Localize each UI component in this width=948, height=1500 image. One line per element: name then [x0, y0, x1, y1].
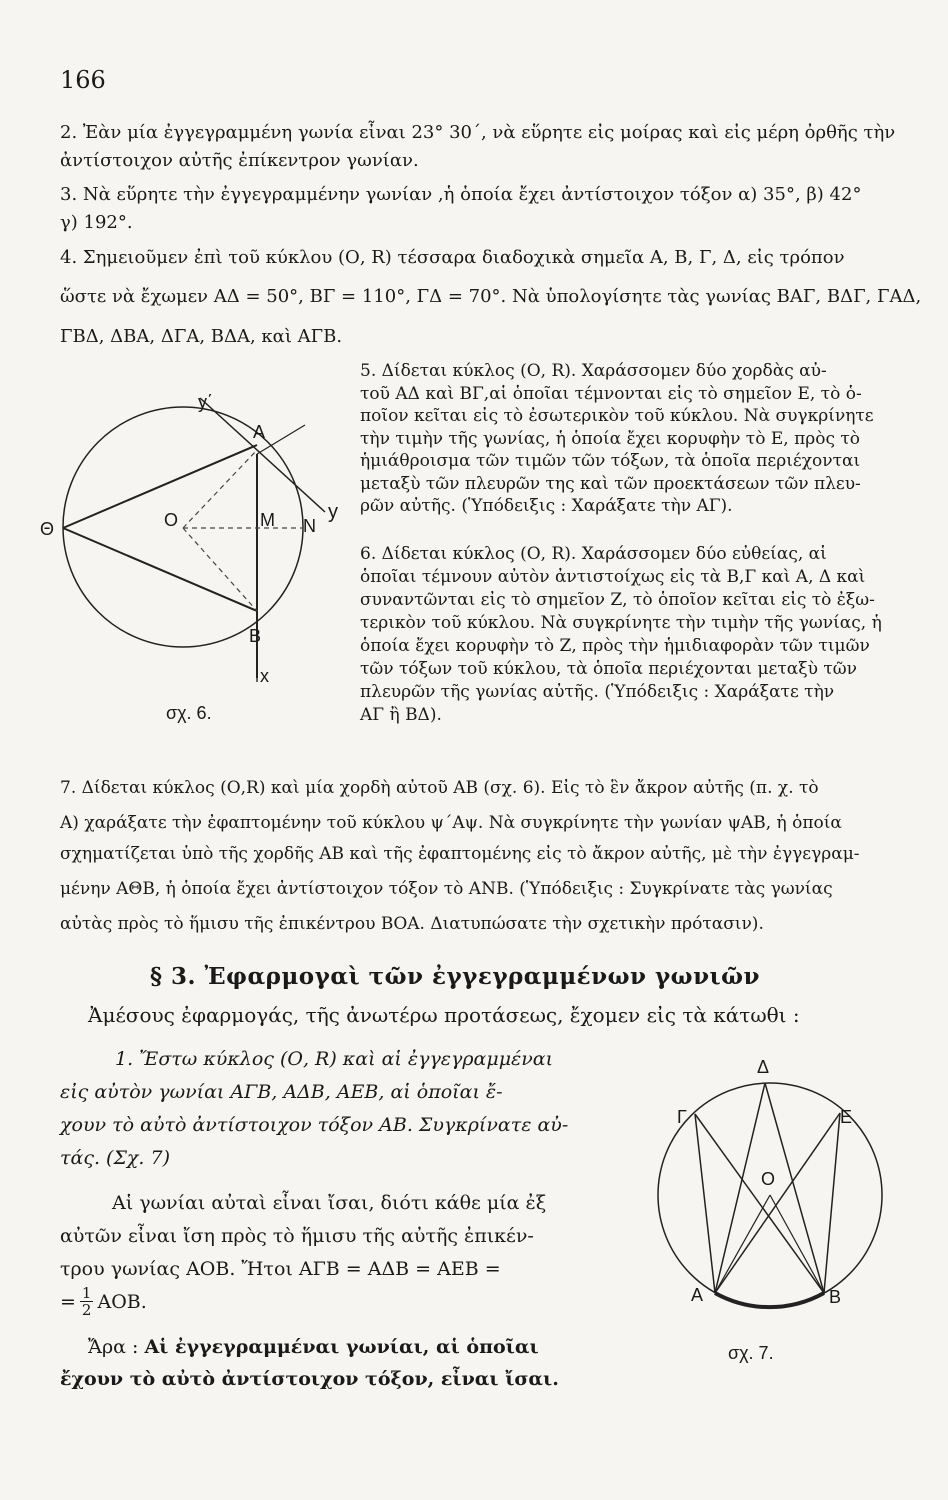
problem-7-line-1: 7. Δίδεται κύκλος (Ο,R) καὶ μία χορδὴ αὐτοῦ ΑΒ (σχ. 6). Εἰς τὸ ἓν ἄκρον αὐτῆς (π. χ. τὸ — [60, 778, 819, 798]
formula-denominator: 2 — [81, 1301, 92, 1319]
problem-5-line-4: τὴν τιμὴν τῆς γωνίας, ἡ ὁποία ἔχει κορυφὴν τὸ Ε, πρὸς τὸ — [360, 428, 861, 449]
fig7-label-e: Ε — [840, 1107, 853, 1127]
fig7-line-eb — [824, 1113, 840, 1293]
fig6-tangent-yy — [200, 398, 325, 512]
fig6-label-yprime: y΄ — [198, 392, 213, 412]
problem-4-line-2: ὥστε νὰ ἔχωμεν ΑΔ = 50°, ΒΓ = 110°, ΓΔ = 70°. Νὰ ὑπολογίσητε τὰς γωνίας ΒΑΓ, ΒΔΓ, ΓΑΔ, — [60, 286, 922, 307]
item-1-line-4: τάς. (Σχ. 7) — [60, 1147, 171, 1169]
problem-6-line-1: 6. Δίδεται κύκλος (Ο, R). Χαράσσομεν δύο εὐθείας, αἱ — [360, 544, 827, 564]
figure-7 — [655, 1055, 885, 1335]
section-3-heading: § 3. Ἐφαρμογαὶ τῶν ἐγγεγραμμένων γωνιῶν — [150, 963, 761, 990]
figure-6-caption: σχ. 6. — [166, 703, 212, 723]
fig7-label-a: Α — [691, 1285, 704, 1305]
problem-5-line-3: ποῖον κεῖται εἰς τὸ ἐσωτερικὸν τοῦ κύκλου. Νὰ συγκρίνητε — [360, 406, 874, 426]
fig7-line-gb — [695, 1114, 824, 1293]
problem-6 — [360, 543, 905, 727]
fig6-label-theta: Θ — [40, 519, 55, 539]
fig7-label-o: Ο — [761, 1169, 776, 1189]
fig6-label-x: x — [260, 666, 269, 686]
problem-6-line-6: τῶν τόξων τοῦ κύκλου, τὰ ὁποῖα περιέχονται μεταξὺ τῶν — [360, 659, 857, 679]
problem-6-line-3: συναντῶνται εἰς τὸ σημεῖον Ζ, τὸ ὁποῖον κεῖται εἰς τὸ ἐξω- — [360, 590, 875, 610]
fig6-theta-a — [63, 445, 257, 528]
formula-fraction — [80, 1285, 94, 1318]
conclusion-bold-1: Αἱ ἐγγεγραμμέναι γωνίαι, αἱ ὁποῖαι — [144, 1336, 539, 1358]
conclusion-bold-2: ἔχουν τὸ αὐτὸ ἀντίστοιχον τόξον, εἶναι ἴσαι. — [60, 1368, 559, 1390]
conclusion-line-1 — [88, 1336, 539, 1358]
fig7-line-oa — [715, 1195, 770, 1293]
problem-6-line-8: ΑΓ ἢ ΒΔ). — [360, 705, 442, 725]
problem-4-line-1: 4. Σημειοῦμεν ἐπὶ τοῦ κύκλου (Ο, R) τέσσαρα διαδοχικὰ σημεῖα Α, Β, Γ, Δ, εἰς τρόπον — [60, 247, 845, 268]
figure-7-caption: σχ. 7. — [728, 1343, 774, 1363]
problem-5 — [360, 360, 905, 518]
section-3-paragraph — [60, 1187, 620, 1286]
fig7-label-g: Γ — [677, 1107, 687, 1127]
problem-7-line-3: σχηματίζεται ὑπὸ τῆς χορδῆς ΑΒ καὶ τῆς ἐφαπτομένης εἰς τὸ ἄκρον αὐτῆς, μὲ τὴν ἐγγεγραμ- — [60, 844, 860, 864]
problem-7-line-5: αὐτὰς πρὸς τὸ ἥμισυ τῆς ἐπικέντρου ΒΟΑ. Διατυπώσατε τὴν σχετικὴν πρότασιν). — [60, 914, 764, 934]
formula-numerator: 1 — [81, 1284, 92, 1302]
fig7-label-b: Β — [829, 1287, 842, 1307]
problem-5-line-6: μεταξὺ τῶν πλευρῶν της καὶ τῶν προεκτάσεων τῶν πλευ- — [360, 473, 861, 494]
problem-4-line-3: ΓΒΔ, ΔΒΑ, ΔΓΑ, ΒΔΑ, καὶ ΑΓΒ. — [60, 326, 343, 347]
fig6-label-n: Ν — [303, 516, 316, 536]
formula-equals: = — [60, 1290, 76, 1313]
problem-6-line-7: πλευρῶν τῆς γωνίας αὐτῆς. (Ὑπόδειξις : Χαράξατε τὴν — [360, 682, 835, 702]
fig6-label-y: y — [328, 501, 338, 523]
problem-7-line-4: μένην ΑΘΒ, ἡ ὁποία ἔχει ἀντίστοιχον τόξον τὸ ΑΝΒ. (Ὑπόδειξις : Συγκρίνατε τὰς γωνίας — [60, 879, 833, 899]
fig6-label-m: Μ — [260, 510, 275, 530]
item-1-line-3: χουν τὸ αὐτὸ ἀντίστοιχον τόξον ΑΒ. Συγκρίνατε αὐ- — [60, 1114, 569, 1136]
fig7-arc-ab — [715, 1293, 824, 1307]
formula-tail: ΑΟΒ. — [97, 1290, 147, 1313]
problem-6-line-5: ὁποία ἔχει κορυφὴν τὸ Ζ, πρὸς τὴν ἡμιδιαφορὰν τῶν τιμῶν — [360, 636, 870, 656]
fig6-label-a: Α — [253, 422, 266, 442]
section-3-item-1 — [60, 1043, 620, 1175]
section-3-intro: Ἀμέσους ἐφαρμογάς, τῆς ἀνωτέρω προτάσεως, ἔχομεν εἰς τὰ κάτωθι : — [88, 1003, 800, 1027]
fig6-theta-b — [63, 528, 257, 611]
problem-2-line-2: ἀντίστοιχον αὐτῆς ἐπίκεντρον γωνίαν. — [60, 150, 419, 171]
problem-3-line-2: γ) 192°. — [60, 212, 133, 233]
problem-5-line-1: 5. Δίδεται κύκλος (Ο, R). Χαράσσομεν δύο χορδὰς αὐ- — [360, 361, 827, 381]
formula-half-aob — [60, 1285, 147, 1318]
problem-6-line-4: τερικὸν τοῦ κύκλου. Νὰ συγκρίνητε τὴν τιμὴν τῆς γωνίας, ἡ — [360, 613, 882, 633]
fig7-line-ea — [715, 1113, 840, 1293]
fig7-line-ob — [770, 1195, 824, 1293]
fig7-label-d: Δ — [757, 1057, 770, 1077]
problem-5-line-5: ἡμιάθροισμα τῶν τιμῶν τῶν τόξων, τὰ ὁποῖα περιέχονται — [360, 451, 861, 471]
problem-5-line-2: τοῦ ΑΔ καὶ ΒΓ,αἱ ὁποῖαι τέμνονται εἰς τὸ σημεῖον Ε, τὸ ὁ- — [360, 383, 862, 404]
para-line-1: Αἱ γωνίαι αὐταὶ εἶναι ἴσαι, διότι κάθε μία ἐξ — [112, 1192, 547, 1214]
fig6-ob-dashed — [183, 528, 257, 611]
fig7-line-ga — [695, 1114, 715, 1293]
conclusion-prefix: Ἄρα : — [88, 1336, 139, 1358]
fig6-label-o: Ο — [164, 510, 179, 530]
fig7-line-da — [715, 1083, 765, 1293]
page-number: 166 — [60, 66, 106, 94]
figure-6 — [40, 380, 360, 740]
fig6-label-b: Β — [249, 626, 262, 646]
problem-5-line-7: ρῶν αὐτῆς. (Ὑπόδειξις : Χαράξατε τὴν ΑΓ). — [360, 496, 733, 516]
problem-2-line-1: 2. Ἐὰν μία ἐγγεγραμμένη γωνία εἶναι 23° 30΄, νὰ εὕρητε εἰς μοίρας καὶ εἰς μέρη ὀρθῆς τὴν — [60, 122, 896, 143]
item-1-line-2: εἰς αὐτὸν γωνίαι ΑΓΒ, ΑΔΒ, ΑΕΒ, αἱ ὁποῖαι ἔ- — [60, 1081, 503, 1103]
para-line-2: αὐτῶν εἶναι ἴση πρὸς τὸ ἥμισυ τῆς αὐτῆς ἐπικέν- — [60, 1225, 534, 1247]
para-line-3: τρου γωνίας ΑΟΒ. Ἤτοι ΑΓΒ = ΑΔΒ = ΑΕΒ = — [60, 1258, 501, 1280]
problem-3-line-1: 3. Νὰ εὕρητε τὴν ἐγγεγραμμένην γωνίαν ,ἡ ὁποία ἔχει ἀντίστοιχον τόξον α) 35°, β) 42° — [60, 184, 862, 205]
problem-7-line-2: Α) χαράξατε τὴν ἐφαπτομένην τοῦ κύκλου ψ΄Αψ. Νὰ συγκρίνητε τὴν γωνίαν ψΑΒ, ἡ ὁποία — [60, 813, 842, 833]
item-1-line-1: 1. Ἔστω κύκλος (Ο, R) καὶ αἱ ἐγγεγραμμέναι — [115, 1048, 554, 1070]
problem-6-line-2: ὁποῖαι τέμνουν αὐτὸν ἀντιστοίχως εἰς τὰ Β,Γ καὶ Α, Δ καὶ — [360, 567, 866, 587]
